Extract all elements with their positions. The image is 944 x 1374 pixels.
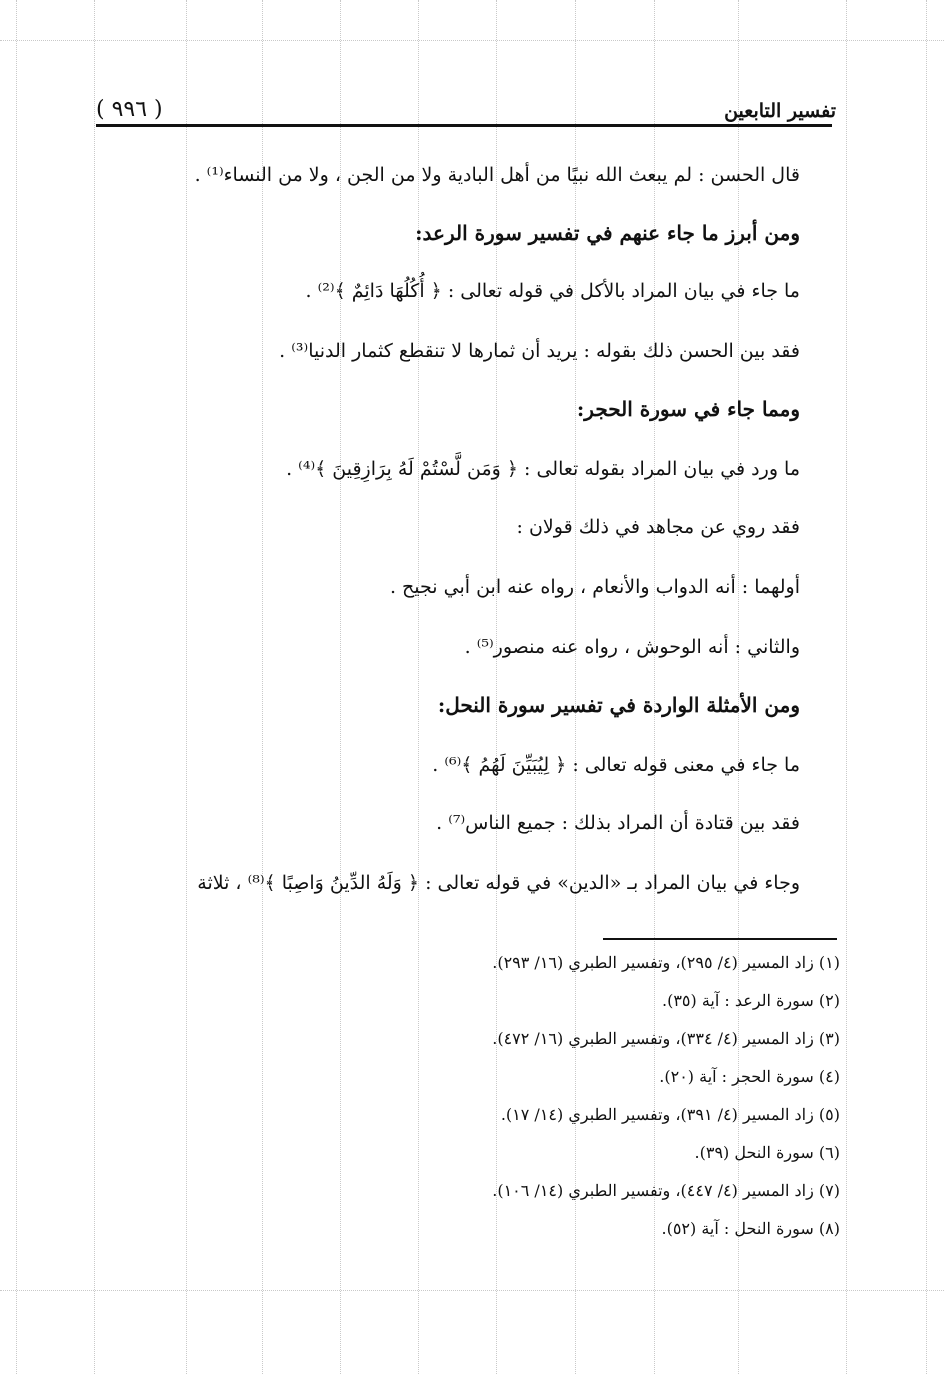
page-number: ( ٩٩٦ ) xyxy=(96,97,163,122)
paragraph-line: وجاء في بيان المراد بـ «الدين» في قوله تعالى : ﴿ وَلَهُ الدِّينُ وَاصِبًا ﴾⁽⁸⁾ ، ثلاثة xyxy=(197,872,800,894)
grid-line xyxy=(738,0,739,1374)
paragraph-line: فقد بين قتادة أن المراد بذلك : جميع الناس⁽⁷⁾ . xyxy=(436,812,800,834)
grid-line xyxy=(94,0,95,1374)
footnote: (١) زاد المسير (٤/ ٢٩٥)، وتفسير الطبري (١٦/ ٢٩٣). xyxy=(492,953,840,972)
grid-line xyxy=(418,0,419,1374)
grid-line xyxy=(926,0,927,1374)
grid-line xyxy=(0,1290,944,1291)
paragraph-line: أولهما : أنه الدواب والأنعام ، رواه عنه ابن أبي نجيح . xyxy=(389,576,800,598)
paragraph-line: ما ورد في بيان المراد بقوله تعالى : ﴿ وَمَن لَّسْتُمْ لَهُ بِرَازِقِينَ ﴾⁽⁴⁾ . xyxy=(286,458,800,480)
section-heading: ومما جاء في سورة الحجر: xyxy=(576,397,800,421)
section-heading: ومن الأمثلة الواردة في تفسير سورة النحل: xyxy=(437,693,800,717)
paragraph-line: قال الحسن : لم يبعث الله نبيًا من أهل البادية ولا من الجن ، ولا من النساء⁽¹⁾ . xyxy=(194,164,800,186)
page-header xyxy=(96,88,836,122)
grid-line xyxy=(186,0,187,1374)
footnote: (٧) زاد المسير (٤/ ٤٤٧)، وتفسير الطبري (١٤/ ١٠٦). xyxy=(492,1181,840,1200)
grid-line xyxy=(262,0,263,1374)
footnote: (٣) زاد المسير (٤/ ٣٣٤)، وتفسير الطبري (١٦/ ٤٧٢). xyxy=(492,1029,840,1048)
grid-line xyxy=(575,0,576,1374)
grid-line xyxy=(654,0,655,1374)
paragraph-line: ما جاء في بيان المراد بالأكل في قوله تعالى : ﴿ أُكُلُهَا دَائِمٌ ﴾⁽²⁾ . xyxy=(305,280,800,302)
grid-line xyxy=(16,0,17,1374)
paragraph-line: فقد روي عن مجاهد في ذلك قولان : xyxy=(516,516,800,538)
grid-line xyxy=(846,0,847,1374)
paragraph-line: والثاني : أنه الوحوش ، رواه عنه منصور⁽⁵⁾ . xyxy=(464,636,800,658)
footnote: (٨) سورة النحل : آية (٥٢). xyxy=(661,1219,840,1238)
paragraph-line: فقد بين الحسن ذلك بقوله : يريد أن ثمارها لا تنقطع كثمار الدنيا⁽³⁾ . xyxy=(279,340,800,362)
grid-line xyxy=(496,0,497,1374)
paragraph-line: ما جاء في معنى قوله تعالى : ﴿ لِيُبَيِّنَ لَهُمُ ﴾⁽⁶⁾ . xyxy=(432,754,800,776)
section-heading: ومن أبرز ما جاء عنهم في تفسير سورة الرعد: xyxy=(415,221,800,245)
grid-line xyxy=(0,40,944,41)
footnote: (٢) سورة الرعد : آية (٣٥). xyxy=(661,991,840,1010)
footnote: (٦) سورة النحل (٣٩). xyxy=(694,1143,840,1162)
grid-line xyxy=(340,0,341,1374)
footnote: (٥) زاد المسير (٤/ ٣٩١)، وتفسير الطبري (١٤/ ١٧). xyxy=(500,1105,840,1124)
footnote: (٤) سورة الحجر : آية (٢٠). xyxy=(659,1067,840,1086)
running-title: تفسير التابعين xyxy=(724,100,836,122)
header-rule xyxy=(96,124,832,127)
footnote-separator xyxy=(603,938,837,940)
